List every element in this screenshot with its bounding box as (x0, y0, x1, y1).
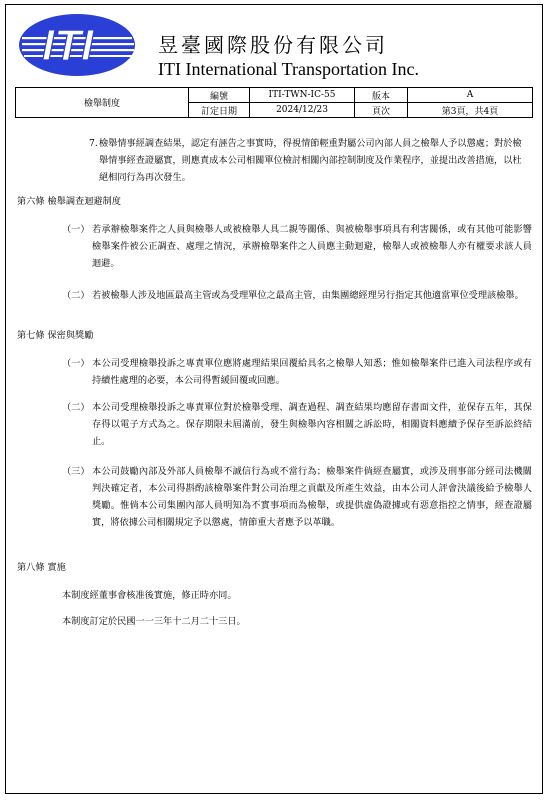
section-6-heading: 第六條 檢舉調查迴避制度 (17, 196, 121, 207)
section-7-item-2 (62, 399, 532, 450)
date-label: 訂定日期 (189, 103, 250, 118)
code-value: ITI-TWN-IC-55 (250, 88, 355, 103)
company-name-chinese: 昱臺國際股份有限公司 (158, 33, 388, 57)
page-label: 頁次 (355, 103, 408, 118)
item-text: 若被檢舉人涉及地區最高主管或為受理單位之最高主管，由集團總經理另行指定其他適當單位受理該檢舉。 (92, 290, 524, 301)
item-label: （二） (62, 402, 90, 413)
item-text: 若承辦檢舉案件之人員與檢舉人或被檢舉人具二親等關係、與被檢舉事項具有利害關係，或有其他可能影響檢舉案件被公正調查、處理之情況，承辦檢舉案件之人員應主動迴避，檢舉人或被檢舉人亦有權要求該人員迴避。 (92, 224, 532, 269)
item-text: 本公司受理檢舉投訴之專責單位對於檢舉受理、調查過程、調查結果均應留存書面文件，並保存五年，其保存得以電子方式為之。保存期限未屆滿前，發生與檢舉內容相關之訴訟時，相關資料應續予保存至訴訟終結止。 (92, 402, 532, 447)
document-title: 檢舉制度 (16, 88, 189, 118)
logo-text: ITI (42, 21, 94, 70)
item-7-number: 7. (89, 138, 98, 149)
document-info-table (15, 87, 533, 118)
item-text: 本公司受理檢舉投訴之專責單位應將處理結果回覆給具名之檢舉人知悉；惟如檢舉案件已進入司法程序或有持續性處理的必要，本公司得暫緩回覆或回應。 (92, 358, 532, 386)
item-label: （一） (62, 358, 90, 369)
item-7 (89, 135, 529, 186)
document-header (6, 5, 542, 89)
item-label: （二） (62, 290, 90, 301)
page-value: 第3頁，共4頁 (408, 103, 533, 118)
company-logo (18, 13, 136, 77)
section-8-paragraph-1: 本制度經董事會核准後實施，修正時亦同。 (62, 590, 237, 601)
section-7-heading: 第七條 保密與獎勵 (17, 330, 94, 341)
section-6-item-1 (62, 221, 532, 272)
code-label: 編號 (189, 88, 250, 103)
section-6-item-2 (62, 287, 532, 304)
item-label: （三） (62, 466, 90, 477)
section-7-item-3 (62, 463, 532, 531)
section-8-heading: 第八條 實施 (17, 562, 66, 573)
item-7-text: 檢舉情事經調查結果，認定有誣告之事實時，得視情節輕重對屬公司內部人員之檢舉人予以懲處；對於檢舉情事經查證屬實，則應責成本公司相關單位檢討相關內部控制制度及作業程序，並提出改善措施，以杜絕相同行為再次發生。 (99, 138, 522, 183)
item-text: 本公司鼓勵內部及外部人員檢舉不誠信行為或不當行為；檢舉案件倘經查屬實，或涉及刑事部分經司法機關判決確定者，本公司得斟酌該檢舉案件對公司治理之貢獻及所產生效益，由本公司人評會決議後給予檢舉人獎勵。惟倘本公司集團內部人員明知為不實事項而為檢舉，或提供虛偽證據或有惡意指控之情事，經查證屬實，將依據公司相關規定予以懲處，情節重大者應予以革職。 (92, 466, 532, 528)
item-label: （一） (62, 224, 90, 235)
version-label: 版本 (355, 88, 408, 103)
section-7-item-1 (62, 355, 532, 389)
company-name-english: ITI International Transportation Inc. (158, 59, 419, 79)
version-value: A (408, 88, 533, 103)
section-8-paragraph-2: 本制度訂定於民國一一三年十二月二十三日。 (62, 616, 246, 627)
document-page (5, 4, 543, 794)
date-value: 2024/12/23 (250, 103, 355, 118)
